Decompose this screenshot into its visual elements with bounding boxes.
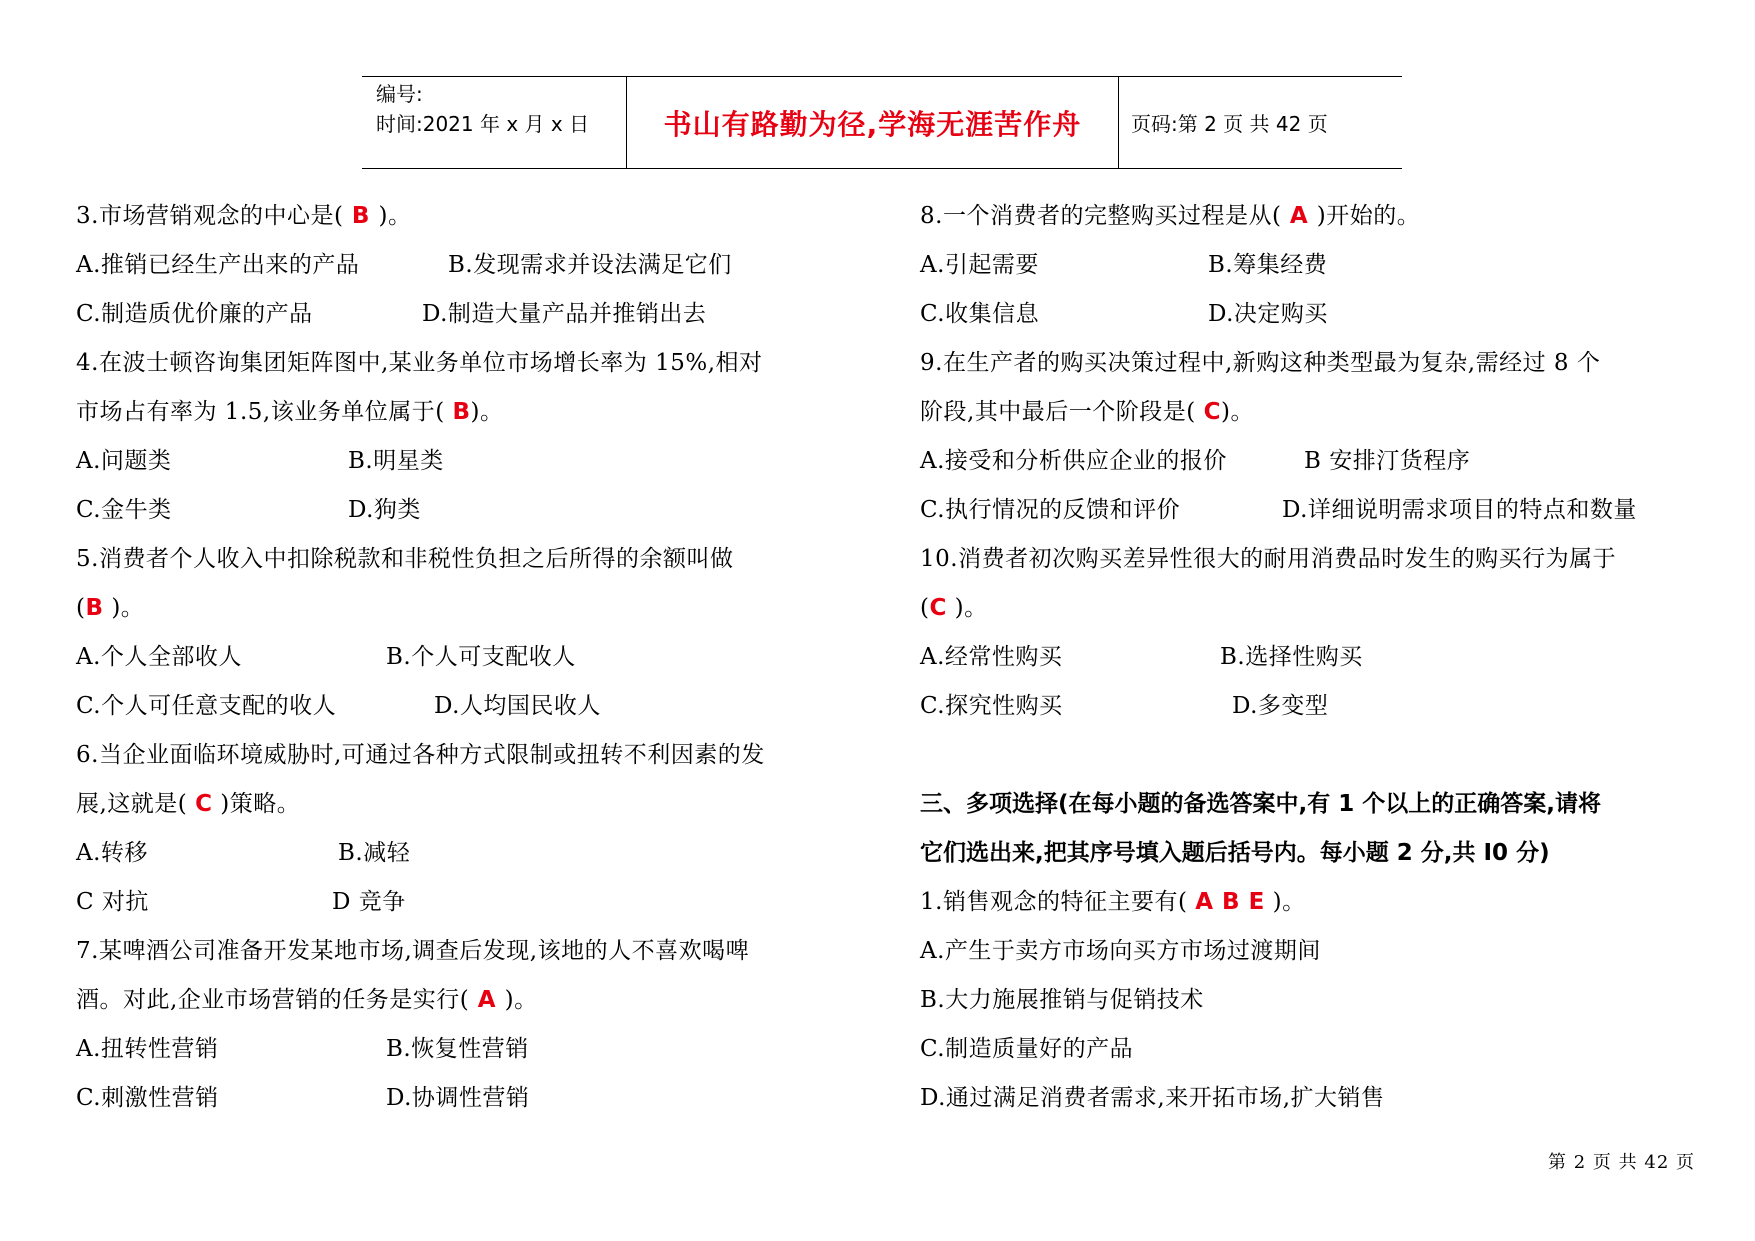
question-4-cont: 市场占有率为 1.5,该业务单位属于( B)。 <box>76 399 504 425</box>
question-7-cont: 酒。对此,企业市场营销的任务是实行( A )。 <box>76 987 538 1013</box>
option-c: C 对抗 <box>76 889 149 915</box>
option-c: C.执行情况的反馈和评价 <box>920 497 1181 523</box>
option-b: B.发现需求并设法满足它们 <box>448 252 732 278</box>
answer-mark: A <box>1281 203 1317 229</box>
options-row <box>76 486 866 535</box>
option-a: A.扭转性营销 <box>76 1036 219 1062</box>
option-c: C.制造质量好的产品 <box>920 1036 1134 1062</box>
section-heading: 三、多项选择(在每小题的备选答案中,有 1 个以上的正确答案,请将 <box>920 791 1602 817</box>
header-meta-cell <box>362 77 627 168</box>
answer-mark: A <box>469 987 505 1013</box>
options-row <box>920 633 1700 682</box>
option-d: D.人均国民收人 <box>434 693 601 719</box>
document-header <box>362 76 1402 169</box>
option-a: A.转移 <box>76 840 148 866</box>
options-row <box>76 829 866 878</box>
question-6-cont: 展,这就是( C )策略。 <box>76 791 301 817</box>
options-row <box>920 437 1700 486</box>
answer-mark: C <box>1203 399 1221 425</box>
options-row <box>76 290 866 339</box>
question-3: 3.市场营销观念的中心是( B )。 <box>76 203 412 229</box>
option-c: C.刺激性营销 <box>76 1085 219 1111</box>
question-6: 6.当企业面临环境威胁时,可通过各种方式限制或扭转不利因素的发 <box>76 742 765 768</box>
section-heading-cont: 它们选出来,把其序号填入题后括号内。每小题 2 分,共 I0 分) <box>920 840 1550 866</box>
options-row <box>920 682 1700 731</box>
option-d: D.多变型 <box>1232 693 1329 719</box>
option-c: C.制造质优价廉的产品 <box>76 301 313 327</box>
options-row <box>920 486 1700 535</box>
option-b: B.选择性购买 <box>1220 644 1363 670</box>
question-9-cont: 阶段,其中最后一个阶段是( C)。 <box>920 399 1254 425</box>
option-d: D.协调性营销 <box>386 1085 530 1111</box>
option-b: B.大力施展推销与促销技术 <box>920 987 1204 1013</box>
option-c: C.金牛类 <box>76 497 172 523</box>
question-9: 9.在生产者的购买决策过程中,新购这种类型最为复杂,需经过 8 个 <box>920 350 1601 376</box>
motto: 书山有路勤为径,学海无涯苦作舟 <box>663 107 1082 141</box>
option-b: B 安排汀货程序 <box>1304 448 1471 474</box>
page-footer: 第 2 页 共 42 页 <box>1548 1152 1695 1173</box>
option-d: D.决定购买 <box>1208 301 1328 327</box>
options-row <box>76 633 866 682</box>
answer-mark: A B E <box>1195 889 1265 915</box>
option-a: A.引起需要 <box>920 252 1039 278</box>
option-c: C.探究性购买 <box>920 693 1063 719</box>
option-a: A.个人全部收人 <box>76 644 242 670</box>
option-a: A.经常性购买 <box>920 644 1063 670</box>
options-row <box>920 290 1700 339</box>
option-d: D 竞争 <box>332 889 406 915</box>
option-d: D.制造大量产品并推销出去 <box>422 301 707 327</box>
options-row <box>920 241 1700 290</box>
multi-question-1: 1.销售观念的特征主要有( A B E )。 <box>920 889 1306 915</box>
left-column <box>76 192 866 1123</box>
question-5: 5.消费者个人收入中扣除税款和非税性负担之后所得的余额叫做 <box>76 546 734 572</box>
question-10: 10.消费者初次购买差异性很大的耐用消费品时发生的购买行为属于 <box>920 546 1617 572</box>
question-8: 8.一个消费者的完整购买过程是从( A )开始的。 <box>920 203 1421 229</box>
option-c: C.收集信息 <box>920 301 1040 327</box>
options-row <box>76 1025 866 1074</box>
header-motto-cell <box>627 77 1119 168</box>
options-row <box>76 437 866 486</box>
time-label: 时间:2021 年 x 月 x 日 <box>376 112 590 136</box>
question-4: 4.在波士顿咨询集团矩阵图中,某业务单位市场增长率为 15%,相对 <box>76 350 763 376</box>
option-b: B.明星类 <box>348 448 444 474</box>
question-7: 7.某啤酒公司准备开发某地市场,调查后发现,该地的人不喜欢喝啤 <box>76 938 750 964</box>
answer-mark: B <box>452 399 471 425</box>
option-d: D.详细说明需求项目的特点和数量 <box>1282 497 1637 523</box>
option-c: C.个人可任意支配的收人 <box>76 693 337 719</box>
options-row <box>76 241 866 290</box>
question-5-cont: (B )。 <box>76 595 145 621</box>
spacer <box>920 731 1700 780</box>
option-a: A.产生于卖方市场向买方市场过渡期间 <box>920 938 1321 964</box>
right-column <box>920 192 1700 1123</box>
option-a: A.接受和分析供应企业的报价 <box>920 448 1227 474</box>
options-row <box>76 1074 866 1123</box>
answer-mark: B <box>85 595 104 621</box>
answer-mark: B <box>343 203 379 229</box>
option-d: D.通过满足消费者需求,来开拓市场,扩大销售 <box>920 1085 1385 1111</box>
answer-mark: C <box>195 791 213 817</box>
page-info: 页码:第 2 页 共 42 页 <box>1131 112 1328 136</box>
option-b: B.个人可支配收人 <box>386 644 576 670</box>
options-row <box>76 682 866 731</box>
option-a: A.推销已经生产出来的产品 <box>76 252 360 278</box>
question-10-cont: (C )。 <box>920 595 988 621</box>
option-b: B.筹集经费 <box>1208 252 1328 278</box>
answer-mark: C <box>929 595 947 621</box>
option-d: D.狗类 <box>348 497 421 523</box>
header-page-cell <box>1119 77 1402 168</box>
option-a: A.问题类 <box>76 448 172 474</box>
option-b: B.减轻 <box>338 840 411 866</box>
option-b: B.恢复性营销 <box>386 1036 529 1062</box>
number-label: 编号: <box>376 82 423 106</box>
options-row <box>76 878 866 927</box>
